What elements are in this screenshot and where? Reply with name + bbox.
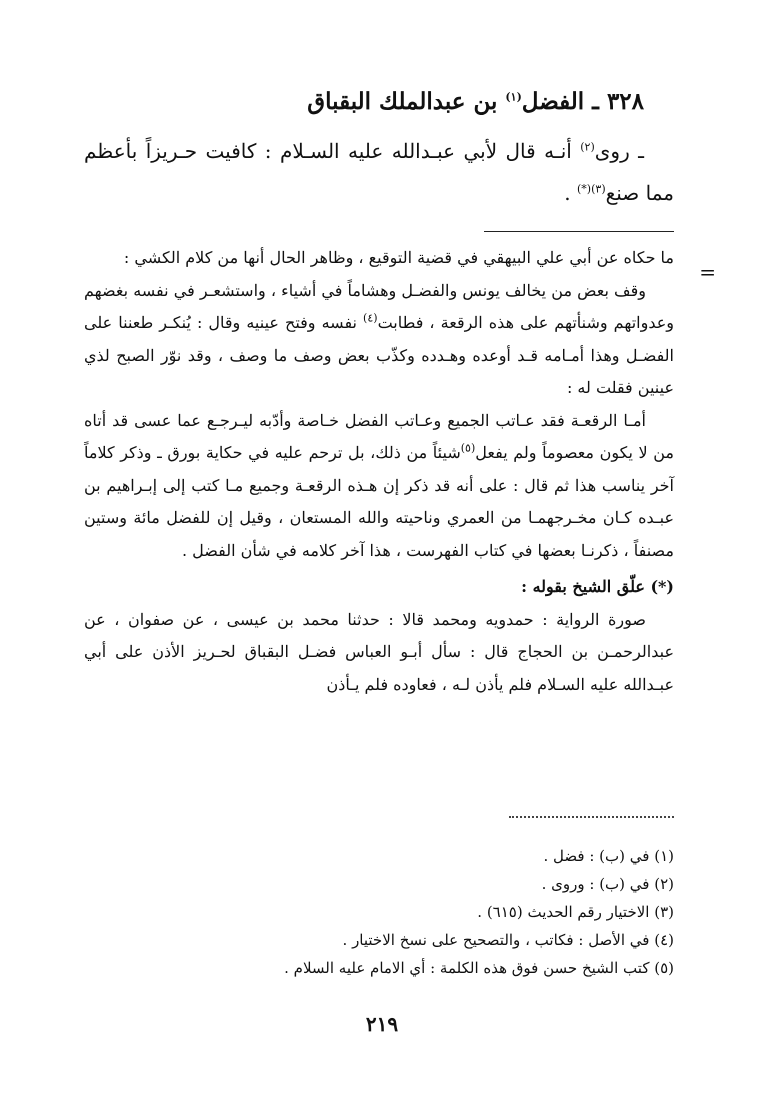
note-paragraph-3 <box>84 405 674 568</box>
continuation-mark: = <box>699 260 716 284</box>
note-p3-part-a: أمـا الرقعـة فقد عـاتب الجميع وعـاتب الفضل خـاصة وأدّبه ليـرجـع عما عسى قد أتاه من لا يكون معصوماً ولم يفعل <box>84 410 674 462</box>
dotted-separator <box>509 816 674 818</box>
entry-title <box>84 84 644 120</box>
footnote-4: (٤) في الأصل : فكاتب ، والتصحيح على نسخ الاختيار . <box>342 931 674 949</box>
footnote-3: (٣) الاختيار رقم الحديث (٦١٥) . <box>477 903 674 921</box>
entry-body <box>84 130 674 214</box>
footnotes <box>84 842 674 982</box>
note-p3-footnote-ref: (٥) <box>460 441 476 455</box>
note-paragraph-4: صورة الرواية : حمدويه ومحمد قالا : حدثنا محمد بن عيسى ، عن صفوان ، عن عبدالرحمـن بن الحجاج قال : سأل أبـو العباس فضـل البقباق لحـريز الأذن على أبي عبـدالله عليه السـلام فلم يأذن لـه ، فعاوده فلم يـأذن <box>84 609 674 694</box>
footnote-1: (١) في (ب) : فضل . <box>543 847 674 865</box>
note-p2-part-b: نفسه وفتح عينيه وقال : يُنكـر طعننا على الفضـل وهذا أمـامه قـد أوعده وهـدده وكذّب بعض وصف ما وصف ، وقد نوّر الصبح لذي عينين فقلت له : <box>84 313 674 397</box>
body-footnote-ref-2: (٣)(*) <box>577 182 606 196</box>
note-heading: (*) علّق الشيخ بقوله : <box>521 577 674 596</box>
continued-note <box>84 242 674 701</box>
note-p2-footnote-ref: (٤) <box>363 311 378 325</box>
title-prefix: ٣٢٨ ـ الفضل <box>521 88 644 115</box>
body-part-1: ـ روى <box>594 139 644 163</box>
note-paragraph-1: ما حكاه عن أبي علي البيهقي في قضية التوقيع ، وظاهر الحال أنها من كلام الكشي : <box>123 248 674 267</box>
footnote-2: (٢) في (ب) : وروى . <box>541 875 674 893</box>
note-p2-part-a: وقف بعض من يخالف يونس والفضـل وهشاماً في أشياء ، واستشعـر في نفسه بغضهم وعدواتهم وشنأتهم على هذه الرقعة ، فطابت <box>84 280 674 332</box>
body-end: . <box>564 181 578 205</box>
note-paragraph-2 <box>84 275 674 405</box>
footnote-separator <box>484 231 674 232</box>
note-p3-part-b: شيئاً من ذلك، بل ترحم عليه في حكاية بورق ـ وذكر كلاماً آخر يناسب هذا ثم قال : على أنه قد ذكر إن هـذه الرقعـة وجميع مـا كتب إلى إبـراهيم بن عبـده كـان مخـرجهمـا من العمري وناحيته والله المستعان ، وقيل إن للفضل مائة وستين مصنفاً ، ذكرنـا بعضها في كتاب الفهرست ، هذا آخر كلامه في شأن الفضل . <box>84 443 675 560</box>
title-rest: بن عبدالملك البقباق <box>307 88 506 115</box>
title-footnote-ref: (١) <box>505 90 522 104</box>
page-number: ٢١٩ <box>365 1012 399 1036</box>
body-footnote-ref-1: (٢) <box>580 140 595 154</box>
body-part-2: أنـه قال لأبي عبـدالله عليه السـلام : كافيت حـريزاً بأعظم مما صنع <box>84 139 674 205</box>
footnote-5: (٥) كتب الشيخ حسن فوق هذه الكلمة : أي الامام عليه السلام . <box>284 959 674 977</box>
